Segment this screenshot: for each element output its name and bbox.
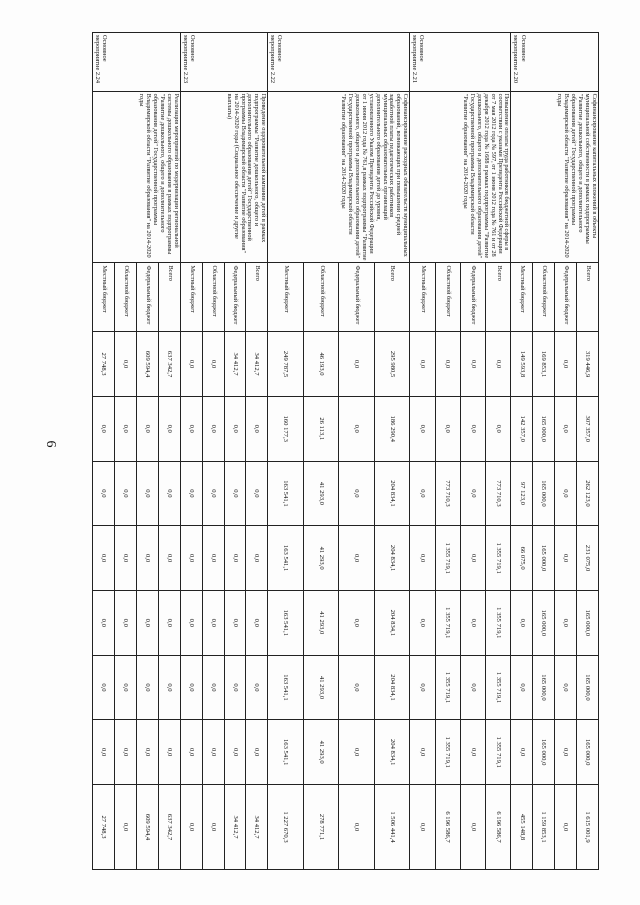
year-value: 165 000,0: [533, 526, 555, 591]
year-value: 0,0: [246, 526, 268, 591]
total-value: 27 748,3: [93, 785, 115, 870]
year-value: 0,0: [158, 526, 180, 591]
funding-source: Областной бюджет: [533, 263, 555, 332]
year-value: 0,0: [339, 396, 374, 461]
total-value: 0,0: [339, 785, 374, 870]
budget-table: [92, 32, 599, 870]
year-value: 1 355 719,1: [435, 590, 460, 655]
year-value: 0,0: [460, 590, 485, 655]
table-row: [246, 33, 268, 870]
year-value: 0,0: [555, 655, 577, 720]
measure-code: Основное мероприятие 2.24: [93, 33, 181, 92]
year-value: 0,0: [158, 590, 180, 655]
year-value: 0,0: [180, 461, 202, 526]
total-value: 609 594,4: [136, 785, 158, 870]
year-value: 0,0: [555, 332, 577, 397]
year-value: 163 541,1: [268, 526, 304, 591]
year-value: 204 834,1: [374, 461, 409, 526]
year-value: 0,0: [224, 526, 246, 591]
year-value: 0,0: [115, 720, 137, 785]
total-value: 1 615 001,9: [577, 785, 599, 870]
total-value: 637 342,7: [158, 785, 180, 870]
year-value: 0,0: [115, 590, 137, 655]
year-value: 0,0: [180, 590, 202, 655]
funding-source: Федеральный бюджет: [555, 263, 577, 332]
total-value: 1 506 441,4: [374, 785, 409, 870]
year-value: 0,0: [555, 396, 577, 461]
year-value: 0,0: [180, 332, 202, 397]
year-value: 142 357,0: [511, 396, 533, 461]
year-value: 0,0: [555, 461, 577, 526]
year-value: 163 541,1: [268, 655, 304, 720]
year-value: 0,0: [555, 720, 577, 785]
year-value: 1 355 719,1: [486, 655, 511, 720]
funding-source: Всего: [374, 263, 409, 332]
year-value: 0,0: [460, 526, 485, 591]
year-value: 0,0: [224, 720, 246, 785]
year-value: 1 355 719,1: [486, 590, 511, 655]
year-value: 0,0: [202, 655, 224, 720]
year-value: 0,0: [224, 461, 246, 526]
year-value: 0,0: [460, 720, 485, 785]
year-value: 0,0: [246, 396, 268, 461]
year-value: 0,0: [115, 332, 137, 397]
total-value: 0,0: [115, 785, 137, 870]
year-value: 0,0: [202, 396, 224, 461]
year-value: 163 541,1: [268, 461, 304, 526]
funding-source: Областной бюджет: [303, 263, 338, 332]
total-value: 278 771,1: [303, 785, 338, 870]
measure-code: Основное мероприятие 2.22: [268, 33, 410, 92]
year-value: 0,0: [511, 655, 533, 720]
year-value: 0,0: [410, 332, 435, 397]
rotated-table-wrapper: [92, 32, 599, 870]
year-value: 0,0: [410, 655, 435, 720]
total-value: 34 412,7: [246, 785, 268, 870]
measure-code: Основное мероприятие 2.21: [410, 33, 511, 92]
funding-source: Областной бюджет: [115, 263, 137, 332]
funding-source: Местный бюджет: [268, 263, 304, 332]
year-value: 66 075,0: [511, 526, 533, 591]
total-value: 1 159 853,1: [533, 785, 555, 870]
year-value: 0,0: [136, 396, 158, 461]
year-value: 0,0: [460, 396, 485, 461]
year-value: 26 113,1: [303, 396, 338, 461]
total-value: 0,0: [180, 785, 202, 870]
year-value: 0,0: [486, 332, 511, 397]
year-value: 169 853,1: [533, 332, 555, 397]
year-value: 0,0: [136, 461, 158, 526]
year-value: 1 355 719,1: [435, 526, 460, 591]
year-value: 0,0: [180, 655, 202, 720]
total-value: 6 196 586,7: [486, 785, 511, 870]
measure-description: Софинансирование расходных обязательств муниципальных образований, возникающих при повышении средней заработной платы педагогических работников муниципальных образовательных организаций дополнительного образования детей до уровня, установленного Указом Президента Российской Федерации от 1 июня 2012 года № 761,в рамках подпрограммы "Развитие дошкольного, общего и дополнительного образования детей" Государственной программы Владимирской области "Развитие образования" на 2014-2020 годы: [268, 91, 410, 263]
year-value: 0,0: [93, 655, 115, 720]
year-value: 165 000,0: [533, 720, 555, 785]
year-value: 0,0: [158, 720, 180, 785]
year-value: 163 541,1: [268, 720, 304, 785]
year-value: 0,0: [93, 590, 115, 655]
table-row: [158, 33, 180, 870]
year-value: 165 000,0: [533, 396, 555, 461]
year-value: 262 123,0: [577, 461, 599, 526]
year-value: 0,0: [115, 526, 137, 591]
year-value: 165 000,0: [577, 590, 599, 655]
year-value: 0,0: [410, 461, 435, 526]
total-value: 6 196 586,7: [435, 785, 460, 870]
year-value: 0,0: [339, 461, 374, 526]
year-value: 0,0: [339, 720, 374, 785]
year-value: 0,0: [202, 590, 224, 655]
year-value: 637 342,7: [158, 332, 180, 397]
year-value: 0,0: [202, 720, 224, 785]
year-value: 0,0: [115, 655, 137, 720]
year-value: 34 412,7: [224, 332, 246, 397]
year-value: 0,0: [158, 461, 180, 526]
year-value: 0,0: [555, 590, 577, 655]
year-value: 231 075,0: [577, 526, 599, 591]
measure-code: Основное мероприятие 2.23: [180, 33, 268, 92]
page-number: 6: [43, 440, 58, 448]
funding-source: Областной бюджет: [202, 263, 224, 332]
year-value: 0,0: [460, 655, 485, 720]
year-value: 0,0: [136, 590, 158, 655]
year-value: 204 834,1: [374, 526, 409, 591]
year-value: 0,0: [93, 396, 115, 461]
year-value: 0,0: [246, 720, 268, 785]
year-value: 0,0: [339, 655, 374, 720]
funding-source: Всего: [158, 263, 180, 332]
year-value: 165 000,0: [533, 461, 555, 526]
year-value: 249 787,5: [268, 332, 304, 397]
year-value: 165 000,0: [577, 720, 599, 785]
funding-source: Местный бюджет: [511, 263, 533, 332]
measure-description: Проведение оздоровительной кампании детей в рамках подпрограммы "Развитие дошкольного, общего и дополнительного образования детей" Государственной программы Владимирской области "Развитие образования" на 2014-2020 годы (Социальное обеспечение и другие выплаты): [180, 91, 268, 263]
funding-source: Федеральный бюджет: [136, 263, 158, 332]
year-value: 0,0: [410, 396, 435, 461]
funding-source: Федеральный бюджет: [460, 263, 485, 332]
funding-source: Местный бюджет: [180, 263, 202, 332]
year-value: 307 357,0: [577, 396, 599, 461]
year-value: 0,0: [460, 461, 485, 526]
year-value: 0,0: [115, 396, 137, 461]
year-value: 0,0: [246, 655, 268, 720]
year-value: 0,0: [435, 332, 460, 397]
year-value: 27 748,3: [93, 332, 115, 397]
year-value: 0,0: [555, 526, 577, 591]
year-value: 41 293,0: [303, 590, 338, 655]
year-value: 0,0: [115, 461, 137, 526]
total-value: 1 227 670,3: [268, 785, 304, 870]
year-value: 319 446,9: [577, 332, 599, 397]
year-value: 165 000,0: [533, 655, 555, 720]
year-value: 149 593,8: [511, 332, 533, 397]
funding-source: Всего: [486, 263, 511, 332]
year-value: 46 193,0: [303, 332, 338, 397]
measure-description: Софинансирование капитальных вложений в объекты муниципальной собственности в рамках подпрограммы "Развитие дошкольного, общего и дополнительного образования детей" Государственной программы Владимирской области "Развитие образования" на 2014-2020 годы: [511, 91, 599, 263]
year-value: 773 710,3: [435, 461, 460, 526]
year-value: 41 293,0: [303, 655, 338, 720]
year-value: 0,0: [224, 590, 246, 655]
year-value: 0,0: [339, 590, 374, 655]
year-value: 0,0: [435, 396, 460, 461]
funding-source: Местный бюджет: [410, 263, 435, 332]
year-value: 0,0: [339, 526, 374, 591]
year-value: 0,0: [180, 396, 202, 461]
table-row: [486, 33, 511, 870]
year-value: 1 355 719,1: [435, 655, 460, 720]
year-value: 163 541,1: [268, 590, 304, 655]
total-value: 0,0: [410, 785, 435, 870]
funding-source: Всего: [577, 263, 599, 332]
year-value: 0,0: [180, 526, 202, 591]
year-value: 97 123,0: [511, 461, 533, 526]
year-value: 1 355 719,1: [435, 720, 460, 785]
total-value: 34 412,7: [224, 785, 246, 870]
year-value: 0,0: [93, 461, 115, 526]
year-value: 1 355 719,1: [486, 526, 511, 591]
year-value: 0,0: [93, 720, 115, 785]
year-value: 0,0: [224, 655, 246, 720]
measure-description: Повышение оплаты труда работников бюджетной сферы в соответствии с указами Президента Российской Федерации от 7 мая 2012 года № 597, от 1 июня 2012 года № 761 и от 28 декабря 2012 года № 1688 в рамках подпрограммы "Развитие дошкольного, общего и дополнительного образования детей" Государственной программы Владимирской области "Развитие образования" на 2014-2020 годы: [410, 91, 511, 263]
year-value: 0,0: [511, 720, 533, 785]
table-row: [577, 33, 599, 870]
year-value: 165 000,0: [577, 655, 599, 720]
year-value: 186 290,4: [374, 396, 409, 461]
year-value: 0,0: [224, 396, 246, 461]
year-value: 0,0: [136, 655, 158, 720]
year-value: 0,0: [136, 720, 158, 785]
year-value: 0,0: [339, 332, 374, 397]
year-value: 160 177,3: [268, 396, 304, 461]
measure-code: Основное мероприятие 2.20: [511, 33, 599, 92]
funding-source: Всего: [246, 263, 268, 332]
table-row: [374, 33, 409, 870]
year-value: 0,0: [410, 720, 435, 785]
year-value: 0,0: [93, 526, 115, 591]
total-value: 0,0: [202, 785, 224, 870]
year-value: 41 293,0: [303, 720, 338, 785]
year-value: 41 293,0: [303, 526, 338, 591]
total-value: 0,0: [555, 785, 577, 870]
total-value: 455 148,8: [511, 785, 533, 870]
year-value: 0,0: [511, 590, 533, 655]
year-value: 165 000,0: [533, 590, 555, 655]
year-value: 204 834,1: [374, 590, 409, 655]
year-value: 295 980,5: [374, 332, 409, 397]
year-value: 0,0: [158, 396, 180, 461]
funding-source: Федеральный бюджет: [339, 263, 374, 332]
funding-source: Федеральный бюджет: [224, 263, 246, 332]
funding-source: Областной бюджет: [435, 263, 460, 332]
year-value: 1 355 719,1: [486, 720, 511, 785]
year-value: 34 412,7: [246, 332, 268, 397]
year-value: 0,0: [136, 526, 158, 591]
total-value: 0,0: [460, 785, 485, 870]
year-value: 0,0: [180, 720, 202, 785]
year-value: 0,0: [202, 332, 224, 397]
year-value: 0,0: [246, 590, 268, 655]
year-value: 609 594,4: [136, 332, 158, 397]
year-value: 0,0: [410, 590, 435, 655]
year-value: 0,0: [246, 461, 268, 526]
table-body: [93, 33, 599, 870]
measure-description: Реализация мероприятий по модернизации региональной системы дошкольного образования в рамках подпрограммы "Развитие дошкольного, общего и дополнительного образования детей" Государственной программы Владимирской области "Развитие образования" на 2014-2020 годы: [93, 91, 181, 263]
year-value: 0,0: [202, 461, 224, 526]
year-value: 0,0: [202, 526, 224, 591]
year-value: 0,0: [486, 396, 511, 461]
year-value: 0,0: [460, 332, 485, 397]
year-value: 204 834,1: [374, 655, 409, 720]
funding-source: Местный бюджет: [93, 263, 115, 332]
year-value: 773 710,3: [486, 461, 511, 526]
year-value: 0,0: [158, 655, 180, 720]
year-value: 204 834,1: [374, 720, 409, 785]
year-value: 41 293,0: [303, 461, 338, 526]
year-value: 0,0: [410, 526, 435, 591]
